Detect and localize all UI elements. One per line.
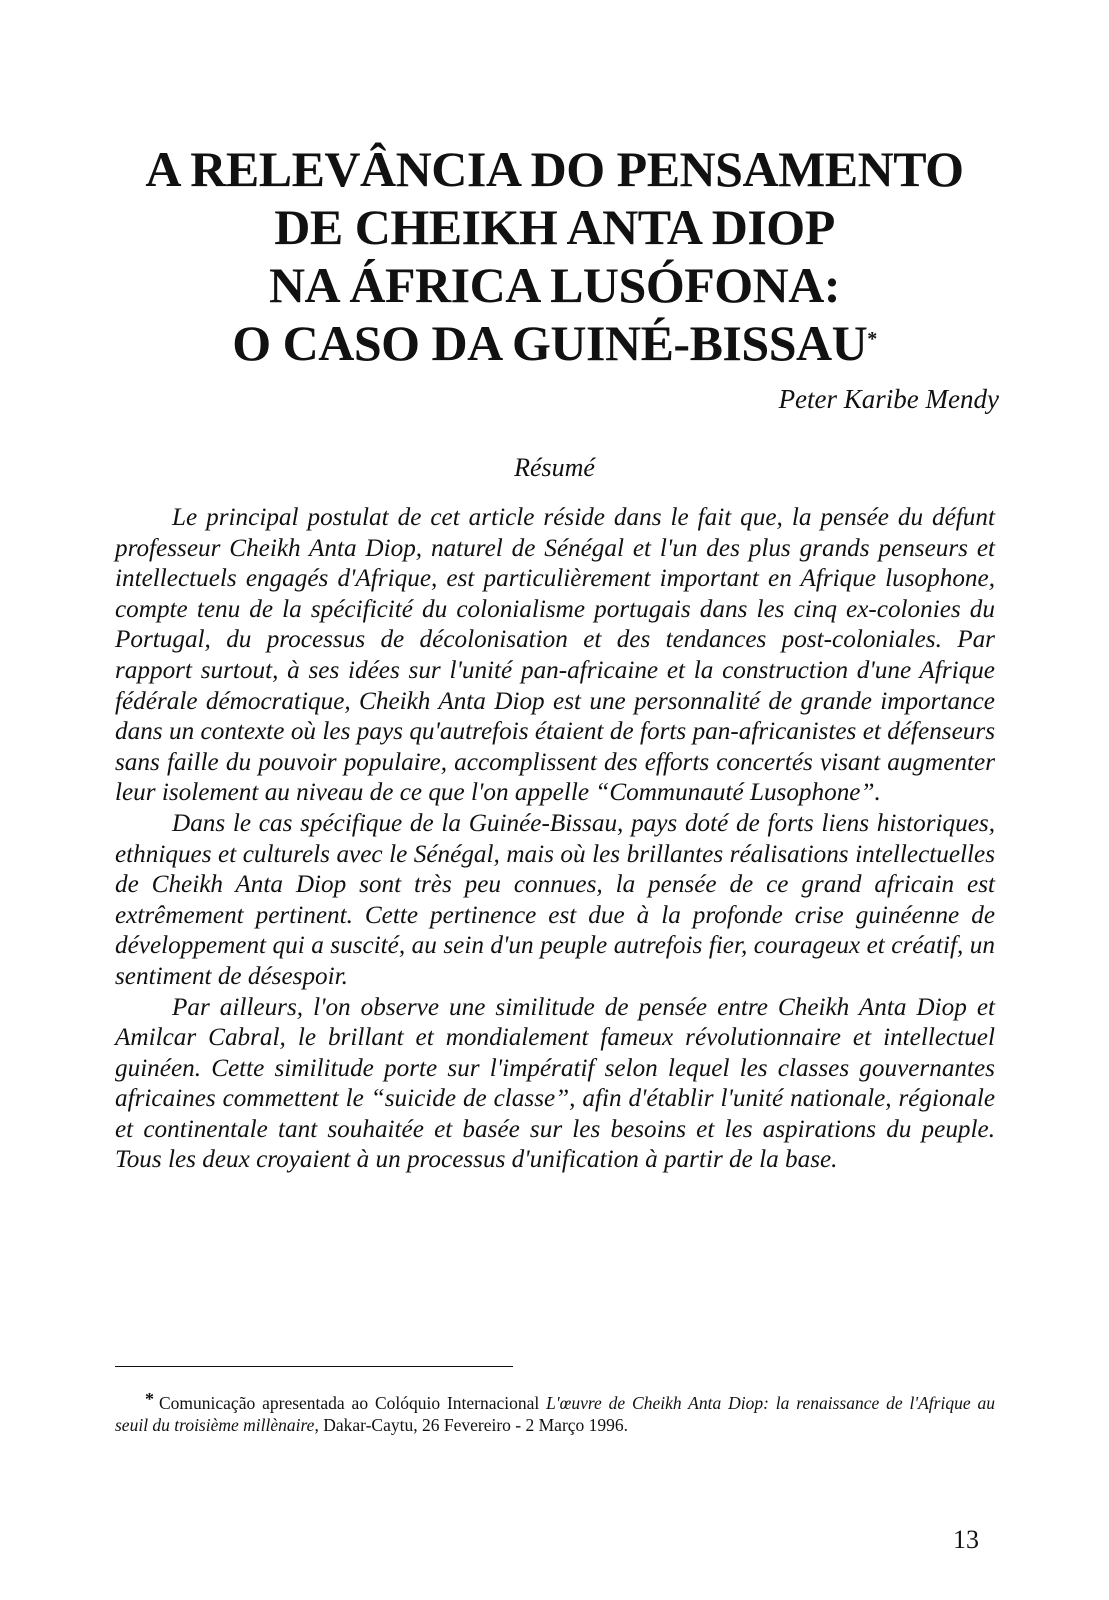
footnote-colloquium-title: L'œuvre de Cheikh Anta Diop: la renaissance de l'Afrique au seuil du troisième millènaire	[115, 1393, 995, 1435]
title-line-1: A RELEVÂNCIA DO PENSAMENTO	[145, 141, 964, 197]
title-line-3: NA ÁFRICA LUSÓFONA:	[268, 257, 841, 313]
author-name: Peter Karibe Mendy	[778, 384, 999, 414]
title-line-4	[100, 314, 1009, 372]
title-line-2: DE CHEIKH ANTA DIOP	[274, 199, 835, 255]
footnote-text-after: , Dakar-Caytu, 26 Fevereiro - 2 Março 1996.	[314, 1415, 629, 1435]
title-line-4-text: O CASO DA GUINÉ-BISSAU	[232, 315, 868, 371]
title-footnote-mark: *	[867, 328, 877, 350]
footnote-text-before: Comunicação apresentada ao Colóquio Internacional	[159, 1393, 547, 1413]
page-number: 13	[953, 1525, 979, 1554]
footnote	[115, 1389, 995, 1436]
article-title	[100, 140, 1009, 372]
footnote-mark: *	[145, 1389, 154, 1409]
abstract-body	[115, 503, 995, 1176]
abstract-paragraph-3: Par ailleurs, l'on observe une similitude de pensée entre Cheikh Anta Diop et Amilcar Cabral, le brillant et mondialement fameux révolutionnaire et intellectuel guinéen. Cette similitude porte sur l'impératif selon lequel les classes gouvernantes africaines commettent le “suicide de classe”, afin d'établir l'unité nationale, régionale et continentale tant souhaitée et basée sur les besoins et les aspirations du peuple. Tous les deux croyaient à un processus d'unification à partir de la base.	[115, 993, 995, 1174]
abstract-paragraph-1: Le principal postulat de cet article réside dans le fait que, la pensée du défunt professeur Cheikh Anta Diop, naturel de Sénégal et l'un des plus grands penseurs et intellectuels engagés d'Afrique, est particulièrement important en Afrique lusophone, compte tenu de la spécificité du colonialisme portugais dans les cinq ex-colonies du Portugal, du processus de décolonisation et des tendances post-coloniales. Par rapport surtout, à ses idées sur l'unité pan-africaine et la construction d'une Afrique fédérale démocratique, Cheikh Anta Diop est une personnalité de grande importance dans un contexte où les pays qu'autrefois étaient de forts pan-africanistes et défenseurs sans faille du pouvoir populaire, accomplissent des efforts concertés visant augmenter leur isolement au niveau de ce que l'on appelle “Communauté Lusophone”.	[115, 504, 995, 807]
resume-heading: Résumé	[514, 453, 595, 482]
abstract-paragraph-2: Dans le cas spécifique de la Guinée-Bissau, pays doté de forts liens historiques, ethniques et culturels avec le Sénégal, mais où les brillantes réalisations intellectuelles de Cheikh Anta Diop sont très peu connues, la pensée de ce grand africain est extrêmement pertinent. Cette pertinence est due à la profonde crise guinéenne de développement qui a suscité, au sein d'un peuple autrefois fier, courageux et créatif, un sentiment de désespoir.	[115, 809, 995, 990]
footnote-divider	[115, 1366, 513, 1367]
